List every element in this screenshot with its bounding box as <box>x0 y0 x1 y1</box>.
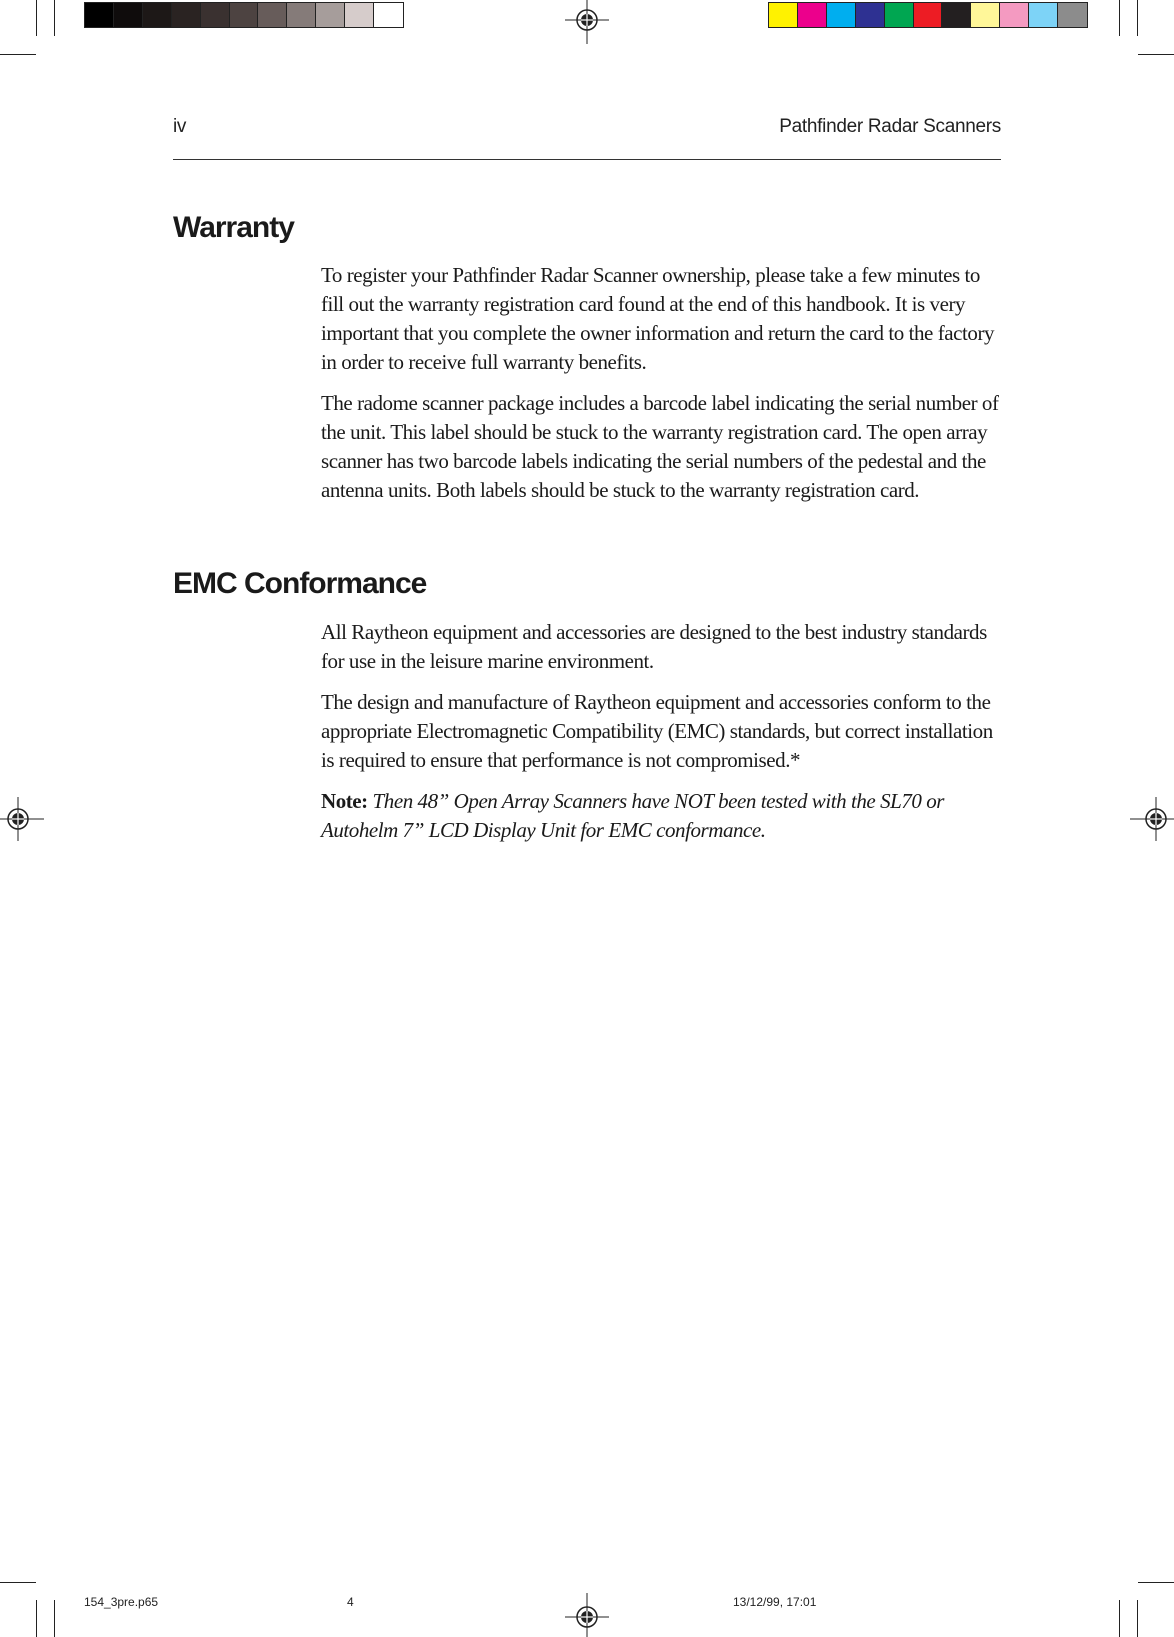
crop-mark <box>1119 0 1120 36</box>
process-swatch <box>971 3 1000 27</box>
crop-mark <box>1138 1582 1174 1583</box>
emc-heading: EMC Conformance <box>173 567 427 600</box>
emc-body <box>321 618 1001 857</box>
note-text: Then 48” Open Array Scanners have NOT been tested with the SL70 or Autohelm 7” LCD Display Unit for EMC conformance. <box>321 789 945 842</box>
warranty-paragraph: To register your Pathfinder Radar Scanner ownership, please take a few minutes to fill out the warranty registration card found at the end of this handbook. It is very important that you complete the owner information and return the card to the factory in order to receive full warranty benefits. <box>321 263 995 374</box>
registration-target-icon <box>1130 797 1174 841</box>
process-swatch <box>1029 3 1058 27</box>
grayscale-color-bar <box>84 2 404 28</box>
grayscale-swatch <box>345 3 374 27</box>
crop-mark <box>0 54 36 55</box>
process-swatch <box>769 3 798 27</box>
warranty-heading: Warranty <box>173 211 294 244</box>
emc-paragraph: The design and manufacture of Raytheon equipment and accessories conform to the appropriate Electromagnetic Compatibility (EMC) standards, but correct installation is required to ensure that performance is not compromised.* <box>321 690 993 772</box>
grayscale-swatch <box>287 3 316 27</box>
crop-mark <box>0 1582 36 1583</box>
crop-mark <box>1138 54 1174 55</box>
crop-mark <box>54 1600 55 1637</box>
registration-target-icon <box>0 797 44 841</box>
emc-note <box>321 787 1001 845</box>
grayscale-swatch <box>114 3 143 27</box>
process-swatch <box>942 3 971 27</box>
process-swatch <box>856 3 885 27</box>
process-swatch <box>798 3 827 27</box>
slug-page: 4 <box>347 1595 354 1609</box>
crop-mark <box>54 0 55 36</box>
grayscale-swatch <box>143 3 172 27</box>
note-label: Note: <box>321 789 368 813</box>
process-swatch <box>1000 3 1029 27</box>
slug-filename: 154_3pre.p65 <box>84 1595 159 1609</box>
running-title: Pathfinder Radar Scanners <box>779 116 1001 137</box>
registration-target-icon <box>565 0 609 44</box>
process-swatch <box>1058 3 1087 27</box>
warranty-body <box>321 261 1001 517</box>
grayscale-swatch <box>230 3 259 27</box>
registration-target-icon <box>565 1593 609 1637</box>
crop-mark <box>36 0 37 36</box>
grayscale-swatch <box>201 3 230 27</box>
grayscale-swatch <box>374 3 403 27</box>
page-number: iv <box>173 116 187 137</box>
crop-mark <box>36 1600 37 1637</box>
process-swatch <box>827 3 856 27</box>
process-swatch <box>885 3 914 27</box>
slug-timestamp: 13/12/99, 17:01 <box>733 1595 817 1609</box>
process-swatch <box>914 3 943 27</box>
emc-paragraph: All Raytheon equipment and accessories are designed to the best industry standards for use in the leisure marine environment. <box>321 620 987 673</box>
grayscale-swatch <box>316 3 345 27</box>
header-rule <box>173 159 1001 160</box>
grayscale-swatch <box>258 3 287 27</box>
process-color-bar <box>768 2 1088 28</box>
warranty-paragraph: The radome scanner package includes a barcode label indicating the serial number of the unit. This label should be stuck to the warranty registration card. The open array scanner has two barcode labels indicating the serial numbers of the pedestal and the antenna units. Both labels should be stuck to the warranty registration card. <box>321 391 999 502</box>
grayscale-swatch <box>172 3 201 27</box>
crop-mark <box>1137 0 1138 36</box>
crop-mark <box>1119 1600 1120 1637</box>
grayscale-swatch <box>85 3 114 27</box>
crop-mark <box>1137 1600 1138 1637</box>
